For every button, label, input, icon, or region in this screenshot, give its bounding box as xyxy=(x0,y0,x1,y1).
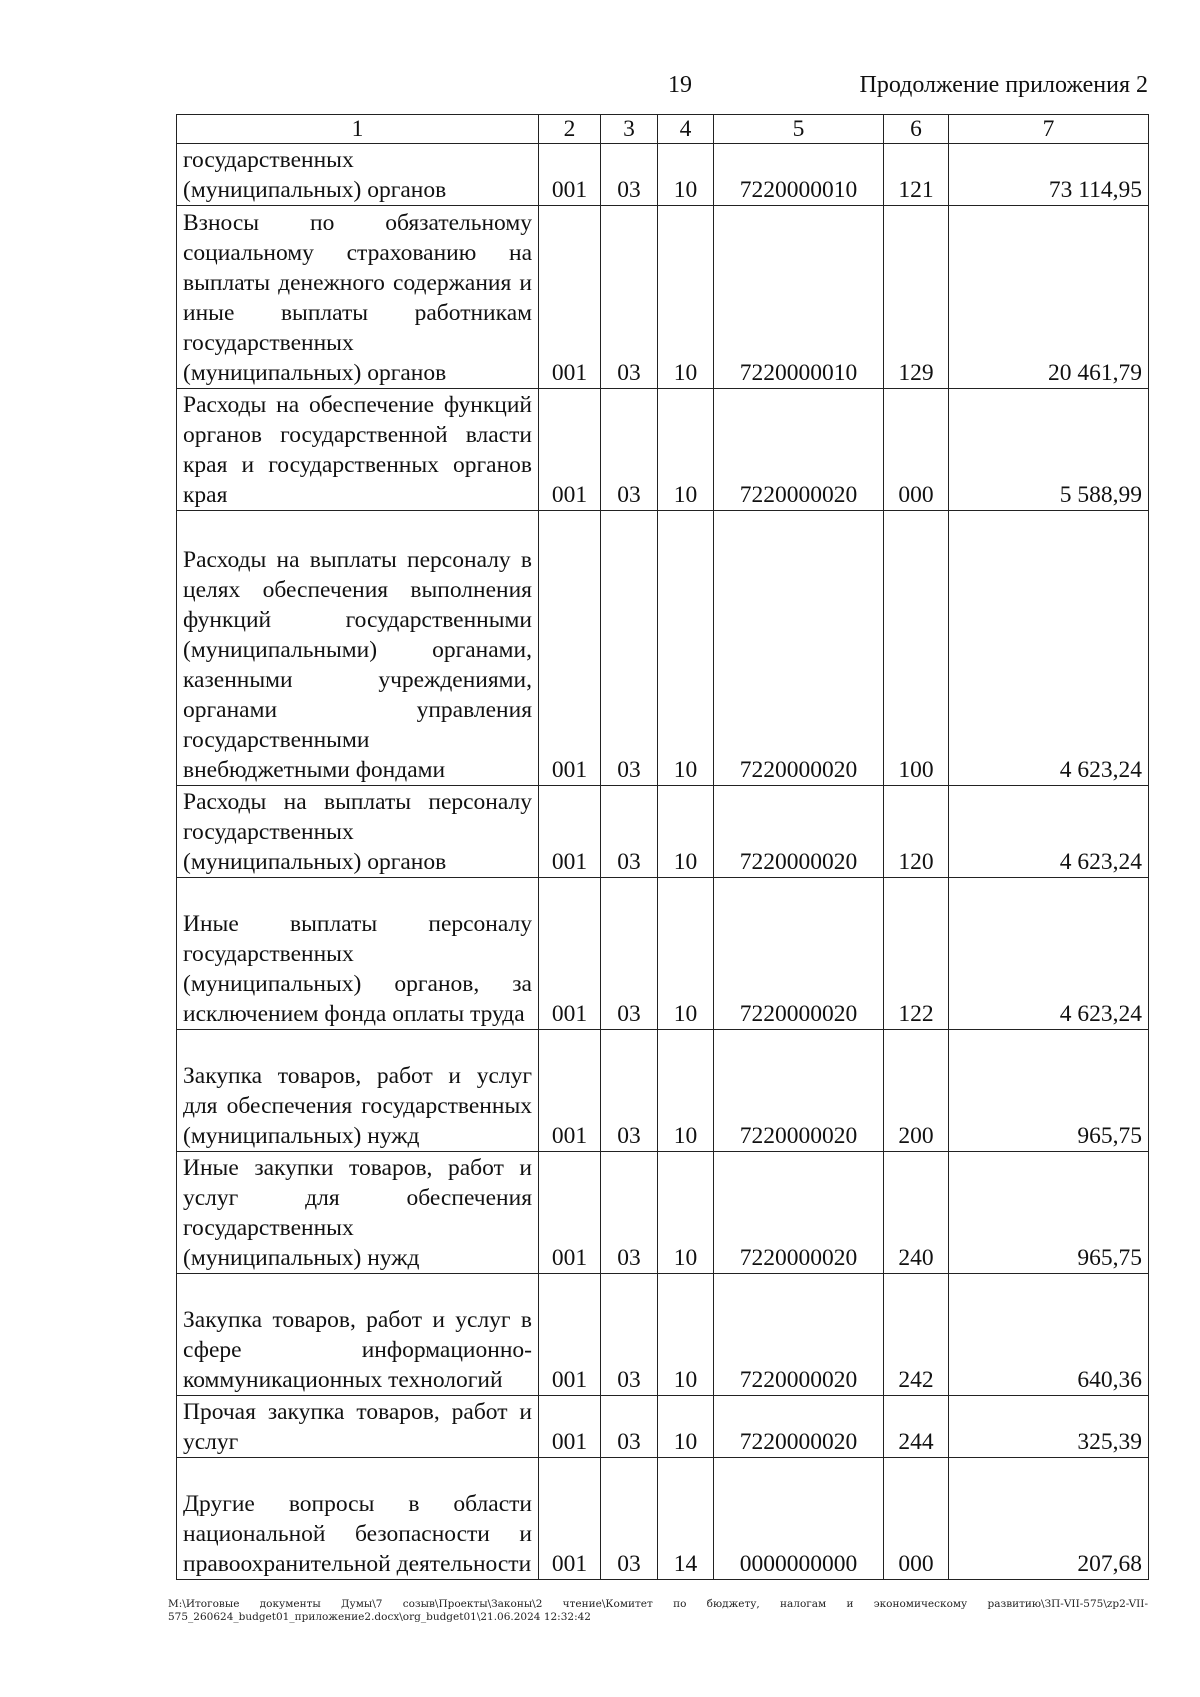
row-name: Расходы на выплаты персоналу государственных (муниципальных) органов xyxy=(177,786,539,878)
row-name: государственных (муниципальных) органов xyxy=(177,144,539,206)
cell-section: 03 xyxy=(601,1274,658,1396)
cell-expense-type: 129 xyxy=(884,206,949,389)
cell-target-article: 7220000020 xyxy=(714,1396,884,1458)
cell-subsection: 10 xyxy=(658,389,714,511)
cell-section: 03 xyxy=(601,511,658,786)
cell-target-article: 7220000020 xyxy=(714,1030,884,1152)
cell-section: 03 xyxy=(601,1152,658,1274)
cell-section: 03 xyxy=(601,878,658,1030)
cell-target-article: 7220000020 xyxy=(714,1152,884,1274)
cell-amount: 5 588,99 xyxy=(949,389,1149,511)
column-header: 3 xyxy=(601,115,658,144)
cell-target-article: 7220000020 xyxy=(714,1274,884,1396)
column-header: 5 xyxy=(714,115,884,144)
cell-section: 03 xyxy=(601,206,658,389)
cell-target-article: 7220000010 xyxy=(714,206,884,389)
cell-chapter: 001 xyxy=(539,144,601,206)
cell-target-article: 7220000020 xyxy=(714,878,884,1030)
continuation-title: Продолжение приложения 2 xyxy=(859,72,1148,98)
cell-amount: 965,75 xyxy=(949,1030,1149,1152)
table-row xyxy=(177,511,1149,786)
column-header: 4 xyxy=(658,115,714,144)
row-name: Расходы на выплаты персоналу в целях обеспечения выполнения функций государственными (муниципальными) органами, казенными учреждениями, органами управления государственными внебюджетными фондами xyxy=(177,511,539,786)
cell-subsection: 10 xyxy=(658,1152,714,1274)
cell-amount: 640,36 xyxy=(949,1274,1149,1396)
cell-subsection: 10 xyxy=(658,878,714,1030)
cell-chapter: 001 xyxy=(539,878,601,1030)
table-row xyxy=(177,1152,1149,1274)
cell-expense-type: 200 xyxy=(884,1030,949,1152)
row-name: Другие вопросы в области национальной безопасности и правоохранительной деятельности xyxy=(177,1458,539,1580)
cell-subsection: 10 xyxy=(658,511,714,786)
column-header: 2 xyxy=(539,115,601,144)
table-row xyxy=(177,144,1149,206)
cell-section: 03 xyxy=(601,144,658,206)
cell-chapter: 001 xyxy=(539,1274,601,1396)
cell-subsection: 10 xyxy=(658,1396,714,1458)
cell-amount: 4 623,24 xyxy=(949,878,1149,1030)
cell-chapter: 001 xyxy=(539,511,601,786)
table-row xyxy=(177,786,1149,878)
cell-amount: 73 114,95 xyxy=(949,144,1149,206)
cell-target-article: 0000000000 xyxy=(714,1458,884,1580)
cell-expense-type: 240 xyxy=(884,1152,949,1274)
cell-amount: 4 623,24 xyxy=(949,786,1149,878)
table-row xyxy=(177,1458,1149,1580)
column-header: 1 xyxy=(177,115,539,144)
row-name: Взносы по обязательному социальному страхованию на выплаты денежного содержания и иные выплаты работникам государственных (муниципальных) органов xyxy=(177,206,539,389)
cell-expense-type: 122 xyxy=(884,878,949,1030)
row-name: Расходы на обеспечение функций органов государственной власти края и государственных органов края xyxy=(177,389,539,511)
header-row xyxy=(177,115,1149,144)
cell-expense-type: 000 xyxy=(884,1458,949,1580)
cell-amount: 20 461,79 xyxy=(949,206,1149,389)
column-header: 7 xyxy=(949,115,1149,144)
cell-expense-type: 100 xyxy=(884,511,949,786)
cell-chapter: 001 xyxy=(539,389,601,511)
cell-amount: 207,68 xyxy=(949,1458,1149,1580)
table-row xyxy=(177,389,1149,511)
cell-subsection: 10 xyxy=(658,144,714,206)
cell-amount: 4 623,24 xyxy=(949,511,1149,786)
column-header: 6 xyxy=(884,115,949,144)
cell-target-article: 7220000020 xyxy=(714,389,884,511)
cell-section: 03 xyxy=(601,1396,658,1458)
page-number: 19 xyxy=(668,72,692,98)
cell-section: 03 xyxy=(601,1030,658,1152)
cell-subsection: 10 xyxy=(658,1274,714,1396)
table-row xyxy=(177,1274,1149,1396)
cell-section: 03 xyxy=(601,1458,658,1580)
row-name: Иные закупки товаров, работ и услуг для обеспечения государственных (муниципальных) нужд xyxy=(177,1152,539,1274)
cell-chapter: 001 xyxy=(539,1152,601,1274)
row-name: Закупка товаров, работ и услуг для обеспечения государственных (муниципальных) нужд xyxy=(177,1030,539,1152)
cell-subsection: 10 xyxy=(658,786,714,878)
cell-expense-type: 244 xyxy=(884,1396,949,1458)
table-row xyxy=(177,1396,1149,1458)
cell-chapter: 001 xyxy=(539,1458,601,1580)
cell-expense-type: 000 xyxy=(884,389,949,511)
file-path-footer: M:\Итоговые документы Думы\7 созыв\Проекты\Законы\2 чтение\Комитет по бюджету, налогам и экономическому развитию\ЗП-VII-575\zp2-VII-575_260624_budget01_приложение2.docx\org_budget01\21.06.2024 12:32:42 xyxy=(168,1598,1148,1623)
cell-subsection: 14 xyxy=(658,1458,714,1580)
cell-section: 03 xyxy=(601,786,658,878)
cell-chapter: 001 xyxy=(539,786,601,878)
cell-chapter: 001 xyxy=(539,1396,601,1458)
cell-chapter: 001 xyxy=(539,1030,601,1152)
table-header xyxy=(177,115,1149,144)
cell-target-article: 7220000020 xyxy=(714,786,884,878)
cell-chapter: 001 xyxy=(539,206,601,389)
cell-amount: 325,39 xyxy=(949,1396,1149,1458)
table-row xyxy=(177,878,1149,1030)
table-row xyxy=(177,1030,1149,1152)
row-name: Прочая закупка товаров, работ и услуг xyxy=(177,1396,539,1458)
cell-expense-type: 121 xyxy=(884,144,949,206)
cell-target-article: 7220000010 xyxy=(714,144,884,206)
cell-section: 03 xyxy=(601,389,658,511)
row-name: Закупка товаров, работ и услуг в сфере информационно-коммуникационных технологий xyxy=(177,1274,539,1396)
cell-target-article: 7220000020 xyxy=(714,511,884,786)
table-body xyxy=(177,144,1149,1580)
cell-subsection: 10 xyxy=(658,1030,714,1152)
row-name: Иные выплаты персоналу государственных (муниципальных) органов, за исключением фонда оплаты труда xyxy=(177,878,539,1030)
cell-expense-type: 242 xyxy=(884,1274,949,1396)
cell-amount: 965,75 xyxy=(949,1152,1149,1274)
cell-subsection: 10 xyxy=(658,206,714,389)
cell-expense-type: 120 xyxy=(884,786,949,878)
budget-table xyxy=(176,114,1149,1580)
table-row xyxy=(177,206,1149,389)
